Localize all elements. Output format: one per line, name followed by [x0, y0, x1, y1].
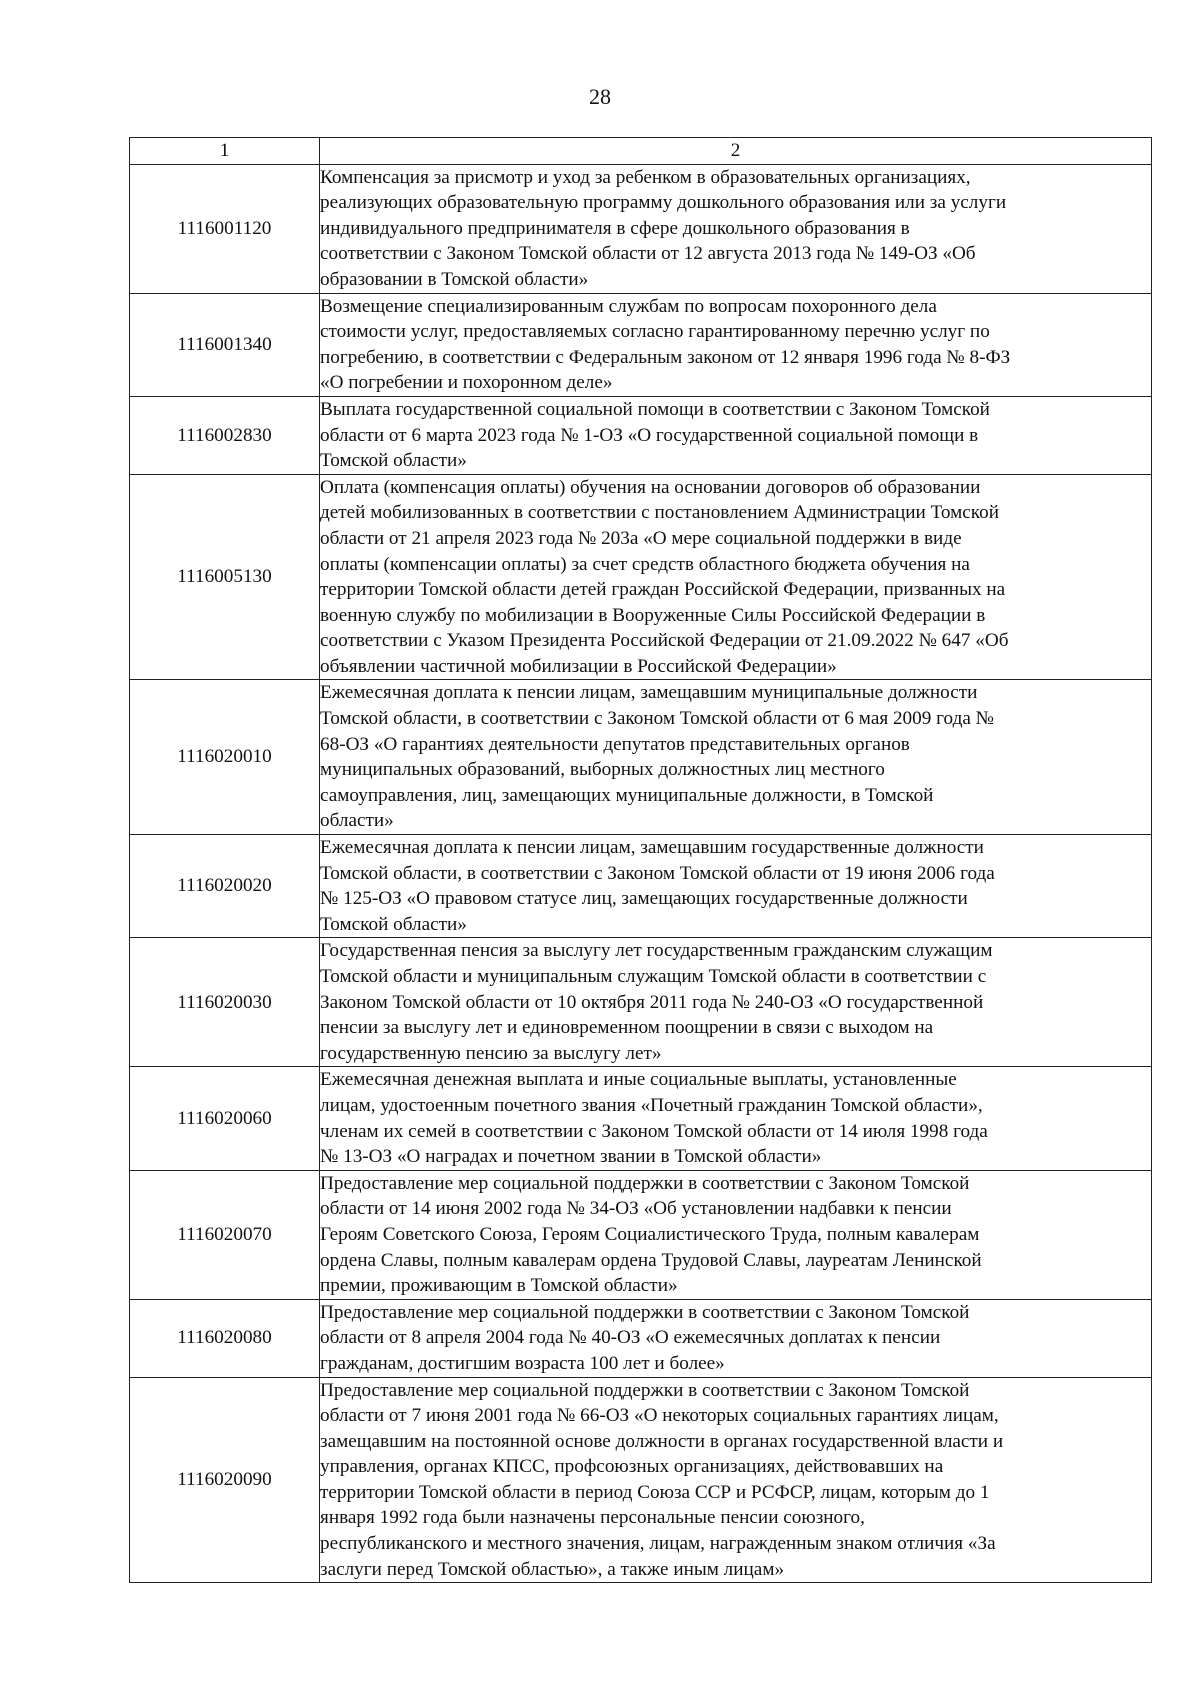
code-cell: 1116020090: [130, 1377, 320, 1583]
description-line: Ежемесячная доплата к пенсии лицам, замещавшим муниципальные должности: [320, 682, 978, 704]
description-line: Ежемесячная доплата к пенсии лицам, замещавшим государственные должности: [320, 837, 984, 859]
description-line: индивидуального предпринимателя в сфере дошкольного образования в: [320, 217, 910, 239]
description-line: области от 8 апреля 2004 года № 40-ОЗ «О ежемесячных доплатах к пенсии: [320, 1327, 941, 1349]
description-line: Выплата государственной социальной помощи в соответствии с Законом Томской: [320, 398, 990, 420]
description-line: Возмещение специализированным службам по вопросам похоронного дела: [320, 295, 937, 317]
description-cell: [320, 1299, 1152, 1377]
description-line: января 1992 года были назначены персональные пенсии союзного,: [320, 1507, 865, 1529]
table-row: [130, 1377, 1152, 1583]
description-line: объявлении частичной мобилизации в Российской Федерации»: [320, 655, 837, 677]
description-line: территории Томской области детей граждан Российской Федерации, призванных на: [320, 579, 1006, 601]
description-line: военную службу по мобилизации в Вооруженные Силы Российской Федерации в: [320, 604, 986, 626]
table-row: [130, 835, 1152, 938]
description-line: территории Томской области в период Союза ССР и РСФСР, лицам, которым до 1: [320, 1481, 990, 1503]
description-line: управления, органах КПСС, профсоюзных организациях, действовавших на: [320, 1456, 944, 1478]
description-line: Томской области»: [320, 450, 467, 472]
description-line: республиканского и местного значения, лицам, награжденным знаком отличия «За: [320, 1533, 996, 1555]
description-line: Государственная пенсия за выслугу лет государственным гражданским служащим: [320, 940, 993, 962]
description-cell: [320, 396, 1152, 474]
description-cell: [320, 474, 1152, 680]
table-row: [130, 293, 1152, 396]
description-line: членам их семей в соответствии с Законом Томской области от 14 июля 1998 года: [320, 1120, 988, 1142]
description-line: Томской области и муниципальным служащим Томской области в соответствии с: [320, 966, 987, 987]
description-cell: [320, 1067, 1152, 1170]
description-cell: [320, 293, 1152, 396]
table-header: [130, 138, 1152, 165]
page-number: 28: [589, 84, 611, 109]
description-cell: [320, 164, 1152, 293]
description-line: самоуправления, лиц, замещающих муниципальные должности, в Томской: [320, 784, 934, 806]
description-line: соответствии с Указом Президента Российской Федерации от 21.09.2022 № 647 «Об: [320, 630, 1009, 652]
description-line: области»: [320, 810, 394, 832]
description-line: Героям Советского Союза, Героям Социалистического Труда, полным кавалерам: [320, 1223, 980, 1245]
column-header-2: 2: [320, 138, 1152, 165]
table-row: [130, 474, 1152, 680]
description-line: муниципальных образований, выборных должностных лиц местного: [320, 759, 885, 781]
description-cell: [320, 680, 1152, 835]
description-line: оплаты (компенсации оплаты) за счет средств областного бюджета обучения на: [320, 553, 970, 575]
description-line: стоимости услуг, предоставляемых согласно гарантированному перечню услуг по: [320, 321, 990, 343]
description-line: пенсии за выслугу лет и единовременном поощрении в связи с выходом на: [320, 1017, 934, 1039]
description-line: Предоставление мер социальной поддержки в соответствии с Законом Томской: [320, 1379, 970, 1401]
description-line: области от 21 апреля 2023 года № 203а «О мере социальной поддержки в виде: [320, 527, 962, 549]
description-line: Томской области»: [320, 913, 467, 935]
description-line: соответствии с Законом Томской области от 12 августа 2013 года № 149-ОЗ «Об: [320, 243, 976, 265]
table-row: [130, 1299, 1152, 1377]
description-cell: [320, 1377, 1152, 1583]
code-cell: 1116001120: [130, 164, 320, 293]
description-line: Томской области, в соответствии с Законом Томской области от 6 мая 2009 года №: [320, 708, 994, 730]
description-line: Предоставление мер социальной поддержки в соответствии с Законом Томской: [320, 1172, 970, 1194]
table-row: [130, 1170, 1152, 1299]
code-cell: 1116020070: [130, 1170, 320, 1299]
description-line: лицам, удостоенным почетного звания «Почетный гражданин Томской области»,: [320, 1094, 983, 1116]
column-header-1: 1: [130, 138, 320, 165]
description-line: Ежемесячная денежная выплата и иные социальные выплаты, установленные: [320, 1069, 957, 1091]
table-row: [130, 1067, 1152, 1170]
description-line: Законом Томской области от 10 октября 2011 года № 240-ОЗ «О государственной: [320, 991, 984, 1013]
description-line: области от 6 марта 2023 года № 1-ОЗ «О государственной социальной помощи в: [320, 424, 979, 446]
description-line: 68-ОЗ «О гарантиях деятельности депутатов представительных органов: [320, 733, 910, 755]
description-line: Предоставление мер социальной поддержки в соответствии с Законом Томской: [320, 1301, 970, 1323]
table-row: [130, 396, 1152, 474]
description-line: «О погребении и похоронном деле»: [320, 372, 613, 394]
description-line: Томской области, в соответствии с Законом Томской области от 19 июня 2006 года: [320, 862, 995, 884]
code-cell: 1116005130: [130, 474, 320, 680]
code-cell: 1116001340: [130, 293, 320, 396]
description-line: Оплата (компенсация оплаты) обучения на основании договоров об образовании: [320, 476, 981, 498]
description-line: погребению, в соответствии с Федеральным законом от 12 января 1996 года № 8-ФЗ: [320, 346, 1011, 368]
header-row: [130, 138, 1152, 165]
table-row: [130, 164, 1152, 293]
table-body: [130, 164, 1152, 1583]
description-line: № 13-ОЗ «О наградах и почетном звании в Томской области»: [320, 1146, 822, 1168]
code-cell: 1116020060: [130, 1067, 320, 1170]
description-line: образовании в Томской области»: [320, 268, 589, 290]
description-line: премии, проживающим в Томской области»: [320, 1275, 678, 1297]
description-cell: [320, 835, 1152, 938]
description-line: № 125-ОЗ «О правовом статусе лиц, замещающих государственные должности: [320, 888, 968, 910]
code-cell: 1116020030: [130, 938, 320, 1067]
description-cell: [320, 1170, 1152, 1299]
description-line: ордена Славы, полным кавалерам ордена Трудовой Славы, лауреатам Ленинской: [320, 1249, 982, 1271]
table-row: [130, 680, 1152, 835]
description-line: области от 14 июня 2002 года № 34-ОЗ «Об установлении надбавки к пенсии: [320, 1198, 952, 1220]
description-line: замещавшим на постоянной основе должности в органах государственной власти и: [320, 1430, 1004, 1452]
description-line: реализующих образовательную программу дошкольного образования или за услуги: [320, 192, 1007, 214]
table-row: [130, 938, 1152, 1067]
description-line: государственную пенсию за выслугу лет»: [320, 1042, 662, 1064]
description-line: гражданам, достигшим возраста 100 лет и более»: [320, 1352, 725, 1374]
description-line: детей мобилизованных в соответствии с постановлением Администрации Томской: [320, 502, 999, 524]
code-cell: 1116020010: [130, 680, 320, 835]
description-line: заслуги перед Томской областью», а также иным лицам»: [320, 1558, 785, 1580]
description-line: Компенсация за присмотр и уход за ребенком в образовательных организациях,: [320, 166, 971, 188]
description-line: области от 7 июня 2001 года № 66-ОЗ «О некоторых социальных гарантиях лицам,: [320, 1405, 999, 1427]
codes-table: [129, 137, 1152, 1583]
code-cell: 1116020020: [130, 835, 320, 938]
description-cell: [320, 938, 1152, 1067]
code-cell: 1116002830: [130, 396, 320, 474]
code-cell: 1116020080: [130, 1299, 320, 1377]
